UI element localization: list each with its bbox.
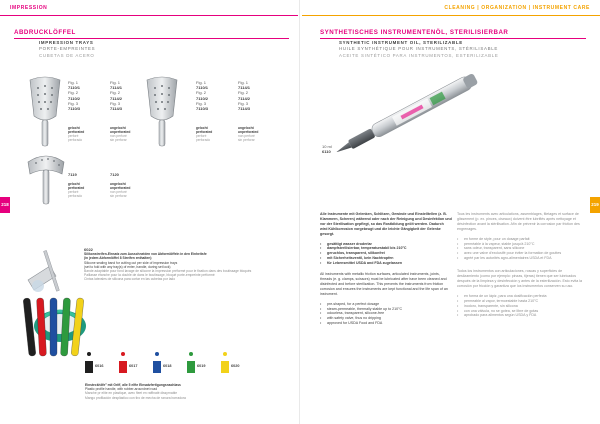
bullet-fr: • sans odeur, transparent, sans silicone xyxy=(457,246,585,251)
note-de: gelocht xyxy=(196,126,208,130)
column-fr-es xyxy=(457,212,585,318)
header-right xyxy=(302,0,600,16)
section-label-impression: IMPRESSION xyxy=(10,5,48,11)
note-es: perforado xyxy=(68,194,83,199)
code-group-4 xyxy=(238,80,250,111)
fig-label: Fig. 3 xyxy=(110,100,121,106)
subtitle-block-left xyxy=(39,40,95,59)
intro-en: All instruments with metallic friction surfaces, articulated instruments, joints, threads (e. g. clamps, scissors) must be lubricated after have been cleaned and disinfected and before sterilization. This prevents the instruments from friction corrosion and ensures the instruments are kept functional and the life span of an instrument. xyxy=(320,272,448,296)
note-en: unperforated xyxy=(110,186,131,191)
perforation-note-2 xyxy=(110,126,130,142)
note-de: gelocht xyxy=(68,126,80,130)
code-6110: 6110 xyxy=(322,149,331,155)
bullet-de: • geruchlos, transparent, silikonfrei xyxy=(320,251,452,256)
code-bar-black xyxy=(85,361,93,373)
desc-de: Silikonstreifen-Einsatz zum Ausschneiden von Abformlöffeln in den Einheitsfe xyxy=(84,252,207,257)
bullet-en: • steam-permeable, thermally stable up to 210°C xyxy=(320,307,452,312)
article-code: 7114/1 xyxy=(110,85,123,91)
note-en: unperforated xyxy=(238,130,259,135)
title-rule-left xyxy=(14,38,289,39)
oil-pen-image xyxy=(322,72,502,155)
article-code: 7114/2 xyxy=(110,95,123,101)
article-code: 7114/1 xyxy=(238,85,251,91)
subtitle-fr: HUILE SYNTHÉTIQUE POUR INSTRUMENTS, STÉRILISABLE xyxy=(339,46,498,52)
note-es: perforado xyxy=(68,138,83,143)
bullet-es: • permeable al vapor, termoestable hasta 210°C xyxy=(457,299,585,304)
tray-image-edentulous xyxy=(26,152,66,208)
article-code: 7114/2 xyxy=(238,95,251,101)
note-en: perforated xyxy=(68,186,85,191)
fig-label: Fig. 1 xyxy=(196,80,207,85)
note-es: sin perforar xyxy=(110,194,127,199)
article-code: 7110/2 xyxy=(196,95,209,101)
bullet-en: • with safety valve, thus no dripping xyxy=(320,316,452,321)
desc-fr-note: Paillasse étanche pour la double de dans le boutissage, bloqué porte-empreinte préformé xyxy=(84,273,215,278)
color-dot-blue xyxy=(155,352,159,356)
page-title-left: ABDRUCKLÖFFEL xyxy=(14,29,76,36)
bullet-en: • odourless, transparent, silicone-free xyxy=(320,311,452,316)
code-6019: 6019 xyxy=(197,364,206,368)
bullet-es: • en forma de un lápiz, para una dosificación perfecta xyxy=(457,294,585,299)
bullet-en: • approved for USDA Food and FDA xyxy=(320,321,452,326)
handles-desc-en: Plastic profile handle, with rubber-aroundnet road xyxy=(85,387,158,392)
oil-size-code xyxy=(322,144,332,154)
article-code: 7110/3 xyxy=(68,106,81,112)
oil-size: 10 ml xyxy=(322,144,332,149)
note-fr: perforé xyxy=(68,190,79,195)
page-tab-left: 218 xyxy=(0,197,10,213)
handles-desc-es: Mango profilación desplástico con tiro de mecha de ranura borradora xyxy=(85,395,186,400)
handles-desc-fr: Manche pr elite en plastique, avec fleet en raffinaté dissyrnable xyxy=(85,391,178,396)
note-de: ungelocht xyxy=(110,182,126,186)
bullet-es: • aprobado para alimentos según USDA y FDA xyxy=(457,313,585,318)
color-dot-red xyxy=(121,352,125,356)
column-de-en xyxy=(320,212,452,326)
bullet-de: • gesättigt wasser droderlar xyxy=(320,242,452,247)
code-7119: 7119 xyxy=(68,172,77,177)
note-fr: non perforé xyxy=(238,134,255,139)
note-en: perforated xyxy=(196,130,213,135)
bullets-en xyxy=(320,302,452,327)
note-fr: perforé xyxy=(68,134,79,139)
note-fr: non perforé xyxy=(110,134,127,139)
intro-fr: Tous les instruments avec articulations, assemblages, filetages et surface de glissement (p. ex. pinces, ciseaux) doivent être lubrifiés après nettoyage et désinfection avant la stérilisation. Afin de prévenir la corrosion par friction des engrenages. xyxy=(457,212,580,231)
subtitle-en: IMPRESSION TRAYS xyxy=(39,40,94,45)
bullet-fr: • en forme de style, pour un dosage parfait xyxy=(457,237,585,242)
fig-label: Fig. 1 xyxy=(238,80,249,85)
code-6017: 6017 xyxy=(129,364,138,368)
intro-es: Todos los instrumentos con articulaciones, roscas y superficies de deslizamiento (como por ejemplo: pinzas, tijeras) tienen que ser lubricados después de la limpieza y desinfección y antes de la esterilización. Esto evita la corrosión por fricción y garantiza que los instrumentos conserven su uso. xyxy=(457,269,583,288)
page-title-right: SYNTHETISCHES INSTRUMENTENÖL, STERILISIERBAR xyxy=(320,29,509,36)
note-en: unperforated xyxy=(110,130,131,135)
bullet-de: • für Lebensmittel USDA and FDA zugelassen xyxy=(320,261,452,266)
handles-description xyxy=(85,383,285,400)
color-dot-green xyxy=(189,352,193,356)
fig-label: Fig. 3 xyxy=(68,100,79,106)
note-de: ungelocht xyxy=(110,126,126,130)
title-rule-right xyxy=(320,38,586,39)
note-es: perforado xyxy=(196,138,211,143)
note-de: ungelocht xyxy=(238,126,254,130)
fig-label: Fig. 1 xyxy=(110,80,121,85)
article-code: 7114/3 xyxy=(238,106,251,112)
fig-label: Fig. 2 xyxy=(238,90,249,96)
note-de: gelocht xyxy=(68,182,80,186)
fig-label: Fig. 3 xyxy=(238,100,249,106)
desc-en-note: (set to fold with any tray(s) of enter, handle, during set lock) xyxy=(84,264,171,269)
bullets-es xyxy=(457,294,585,319)
code-6016: 6016 xyxy=(95,364,104,368)
subtitle-block-right xyxy=(339,40,499,59)
intro-de: Alle Instrumente mit Gelenken, Schlitzen, Gewinde und Einstelltellen (z. B. Klammern, Scheren) während oder nach der Reinigung und Desinfektion und vor der Sterilisation gepflegt, so das Rostbildung geölt werden. Dadurch wird Kühlkorrosion vorgebeugt und die leichte Gängigkeit der Gelenke gesorgt. xyxy=(320,212,452,236)
article-code: 7110/3 xyxy=(196,106,209,112)
tray-image-perforated-1 xyxy=(26,76,64,148)
code-6020: 6020 xyxy=(231,364,240,368)
fig-label: Fig. 3 xyxy=(196,100,207,106)
article-code: 7110/1 xyxy=(68,85,81,91)
bullet-es: • con una válvula, no se gotea, se libre de gotas xyxy=(457,309,585,314)
code-group-3 xyxy=(196,80,208,111)
note-en: perforated xyxy=(68,130,85,135)
tray-image-unperforated-1 xyxy=(143,76,181,148)
perforation-note-1 xyxy=(68,126,84,142)
colored-handles-photo xyxy=(22,296,92,358)
bullet-fr: • avec une valve d'exclusifé pour éviter la formation de gouttes xyxy=(457,251,585,256)
color-dot-black xyxy=(87,352,91,356)
code-bar-blue xyxy=(153,361,161,373)
code-6022: 6022 xyxy=(84,247,93,252)
color-dot-yellow xyxy=(223,352,227,356)
article-code: 7110/2 xyxy=(68,95,81,101)
subtitle-es: ACEITE SINTÉTICO PARA INSTRUMENTOS, ESTERILIZABLE xyxy=(339,52,499,58)
perforation-note-4 xyxy=(238,126,258,142)
code-7120: 7120 xyxy=(110,172,119,177)
fig-label: Fig. 1 xyxy=(68,80,79,85)
desc-fr: Bande adaptable pour fond lavage de silicone la impression préformé pour le fixation dans des boutissage bloqués xyxy=(84,269,252,274)
bullet-en: • pre-shaped, for a perfect dosage xyxy=(320,302,452,307)
code-bar-red xyxy=(119,361,127,373)
code-group-1 xyxy=(68,80,80,111)
note-fr: perforé xyxy=(196,134,207,139)
desc-es: Cintas laterales de silicona para cortar en las cubetas por lado xyxy=(84,277,176,282)
perforation-note-3 xyxy=(196,126,212,142)
bullets-de xyxy=(320,242,452,267)
note-fr: non perforé xyxy=(110,190,127,195)
code-bar-green xyxy=(187,361,195,373)
bullets-fr xyxy=(457,237,585,262)
perforation-note-7120 xyxy=(110,182,130,198)
note-es: sin perforar xyxy=(238,138,255,143)
header-left xyxy=(0,0,298,16)
bullet-de: • mit Sicherheitsventil, kein Nachtropfen xyxy=(320,256,452,261)
bullet-es: • inodoro, transparente, sin silicona xyxy=(457,304,585,309)
subtitle-es: CUBETAS DE ACERO xyxy=(39,52,95,58)
desc-en: Silicone sealing band for cutting out per side of impression trays xyxy=(84,260,178,265)
handles-desc-de: Einsteckhilfe° mit Griff, alle 5 elfte Einsatzfertigungsnachlass xyxy=(85,383,181,387)
page-fold xyxy=(299,0,300,424)
article-code: 7110/1 xyxy=(196,85,209,91)
desc-de-note: (in jedem Abformlöffel 8 Streifen enthalten) xyxy=(84,256,152,261)
page-tab-right: 219 xyxy=(590,197,600,213)
fig-label: Fig. 2 xyxy=(110,90,121,96)
fig-label: Fig. 2 xyxy=(68,90,79,96)
subtitle-fr: PORTE-EMPREINTES xyxy=(39,46,96,52)
section-label-cleaning: CLEANING | ORGANIZATION | INSTRUMENT CARE xyxy=(444,5,590,11)
bullet-fr: • agréé par les autorités agro-alimentaires USDA et FDA xyxy=(457,256,585,261)
subtitle-en: SYNTHETIC INSTRUMENT OIL, STERILIZABLE xyxy=(339,40,463,45)
note-es: sin perforar xyxy=(110,138,127,143)
code-bar-yellow xyxy=(221,361,229,373)
fig-label: Fig. 2 xyxy=(196,90,207,96)
perforation-note-7119 xyxy=(68,182,84,198)
bullet-de: • dampfsterilisierbar, temperaturstabil bis 210°C xyxy=(320,246,452,251)
code-6018: 6018 xyxy=(163,364,172,368)
item-6022-block xyxy=(84,247,279,282)
bullet-fr: • perméable à la vapeur, stable jusqu'à 210°C xyxy=(457,242,585,247)
article-code: 7114/3 xyxy=(110,106,123,112)
code-group-2 xyxy=(110,80,122,111)
